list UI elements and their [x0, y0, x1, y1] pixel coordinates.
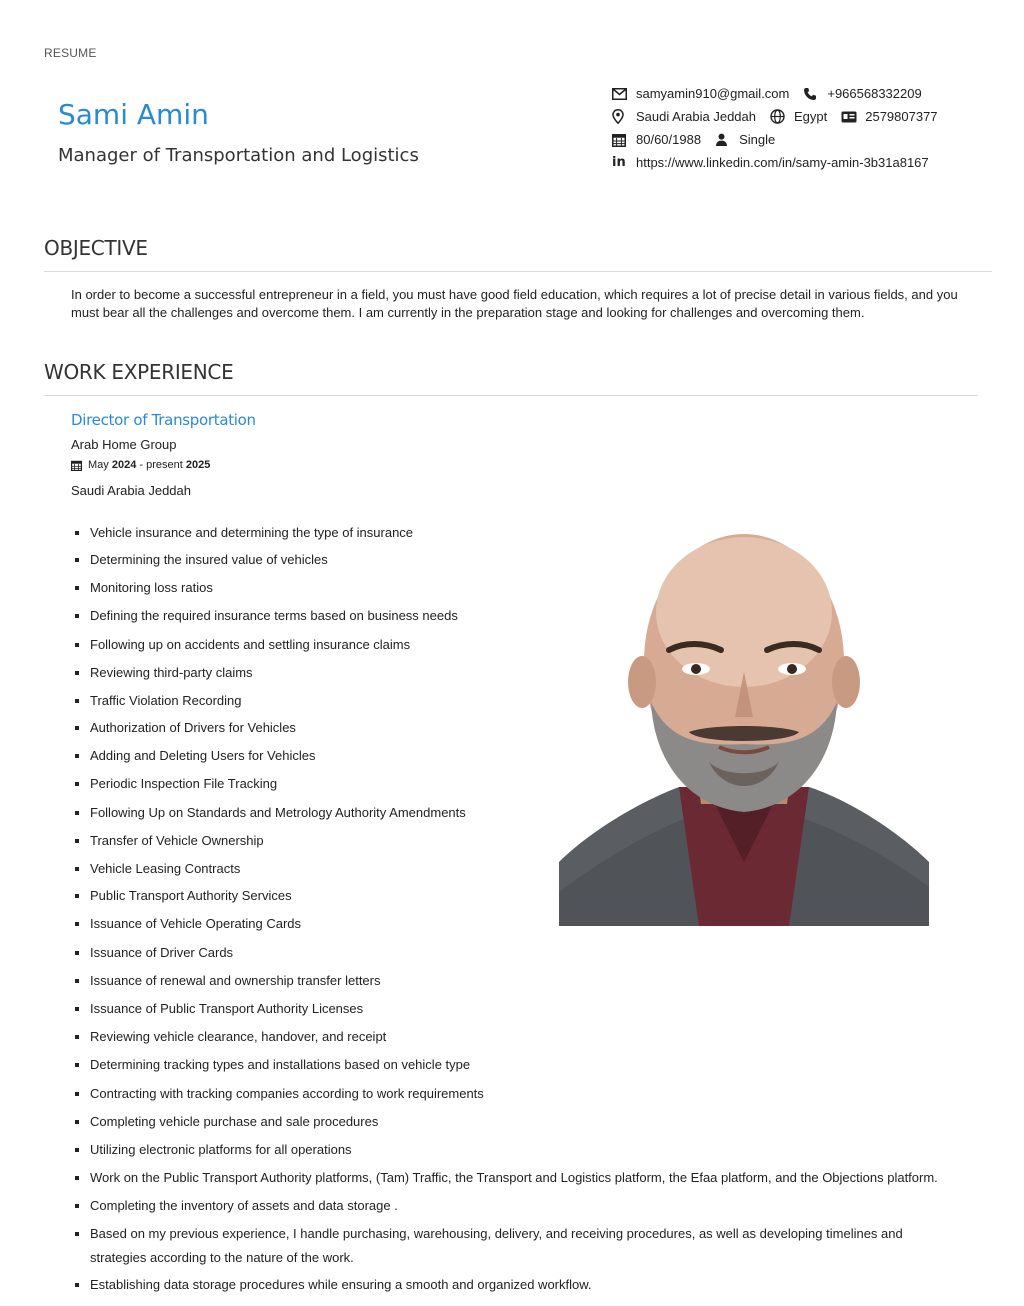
bullet-square-icon	[75, 671, 79, 675]
job-dates	[71, 459, 210, 471]
bullet-square-icon	[75, 951, 79, 955]
bullet-square-icon	[75, 839, 79, 843]
calendar-icon	[71, 460, 82, 471]
map-pin-icon	[612, 109, 630, 125]
bullet-square-icon	[75, 1035, 79, 1039]
bullet-square-icon	[75, 894, 79, 898]
bullet-square-icon	[75, 1283, 79, 1287]
bullet-square-icon	[75, 922, 79, 926]
experience-heading: WORK EXPERIENCE	[44, 360, 234, 384]
bullet-square-icon	[75, 754, 79, 758]
bullet-square-icon	[75, 558, 79, 562]
bullet-square-icon	[75, 614, 79, 618]
list-item: Transfer of Vehicle Ownership	[71, 829, 940, 853]
list-item: Defining the required insurance terms based on business needs	[71, 604, 940, 628]
bullet-square-icon	[75, 1007, 79, 1011]
bullet-square-icon	[75, 726, 79, 730]
bullet-square-icon	[75, 979, 79, 983]
bullet-square-icon	[75, 1063, 79, 1067]
list-item: Following Up on Standards and Metrology Authority Amendments	[71, 801, 940, 825]
job-date-separator: - present	[139, 459, 183, 471]
contact-row-location	[612, 105, 938, 128]
contact-phone[interactable]: +966568332209	[827, 86, 922, 101]
list-item: Utilizing electronic platforms for all operations	[71, 1138, 940, 1162]
calendar-icon	[612, 132, 630, 148]
bullet-square-icon	[75, 782, 79, 786]
list-item: Reviewing third-party claims	[71, 661, 940, 685]
linkedin-icon: in	[612, 155, 626, 170]
bullet-square-icon	[75, 1120, 79, 1124]
contact-row-email-phone	[612, 82, 938, 105]
bullet-square-icon	[75, 1148, 79, 1152]
id-card-icon	[841, 109, 859, 125]
contact-id-number: 2579807377	[865, 109, 938, 124]
list-item: Issuance of renewal and ownership transfer letters	[71, 969, 940, 993]
list-item: Traffic Violation Recording	[71, 689, 940, 713]
phone-icon	[803, 86, 821, 102]
bullet-square-icon	[75, 811, 79, 815]
contact-nationality: Egypt	[793, 109, 828, 124]
job-start-year: 2024	[111, 459, 137, 471]
bullet-square-icon	[75, 531, 79, 535]
list-item: Issuance of Vehicle Operating Cards	[71, 912, 940, 936]
candidate-title: Manager of Transportation and Logistics	[58, 145, 419, 166]
list-item: Completing vehicle purchase and sale procedures	[71, 1110, 940, 1134]
experience-rule	[44, 395, 978, 396]
list-item: Adding and Deleting Users for Vehicles	[71, 744, 940, 768]
objective-heading: OBJECTIVE	[44, 236, 148, 260]
list-item: Periodic Inspection File Tracking	[71, 772, 940, 796]
job-location: Saudi Arabia Jeddah	[71, 483, 191, 498]
envelope-icon	[612, 86, 630, 102]
candidate-name: Sami Amin	[58, 98, 209, 131]
list-item: Public Transport Authority Services	[71, 884, 940, 908]
list-item: Establishing data storage procedures while ensuring a smooth and organized workflow.	[71, 1273, 940, 1297]
bullet-square-icon	[75, 699, 79, 703]
bullet-square-icon	[75, 586, 79, 590]
list-item: Vehicle insurance and determining the type of insurance	[71, 521, 940, 545]
bullet-square-icon	[75, 1204, 79, 1208]
objective-text: In order to become a successful entrepreneur in a field, you must have good field education, which requires a lot of precise detail in various fields, and you must bear all the challenges and overcome them. I am currently in the preparation stage and looking for challenges and overcoming them.	[71, 287, 958, 320]
job-start-month: May	[88, 459, 109, 471]
list-item: Issuance of Driver Cards	[71, 941, 940, 965]
contact-block	[612, 82, 938, 174]
objective-rule	[44, 271, 992, 272]
list-item: Authorization of Drivers for Vehicles	[71, 716, 940, 740]
list-item: Vehicle Leasing Contracts	[71, 857, 940, 881]
contact-marital-status: Single	[739, 132, 776, 147]
contact-birth-date: 80/60/1988	[636, 132, 702, 147]
profile-photo	[559, 532, 929, 926]
job-end-year: 2025	[185, 459, 211, 471]
list-item: Determining tracking types and installations based on vehicle type	[71, 1053, 940, 1077]
list-item: Based on my previous experience, I handle purchasing, warehousing, delivery, and receiving procedures, as well as developing timelines and strategies according to the nature of the work.	[71, 1222, 940, 1270]
contact-row-linkedin	[612, 151, 938, 174]
contact-row-birth	[612, 128, 938, 151]
bullet-square-icon	[75, 1176, 79, 1180]
contact-linkedin[interactable]: https://www.linkedin.com/in/samy-amin-3b31a8167	[636, 155, 929, 170]
contact-location: Saudi Arabia Jeddah	[636, 109, 756, 124]
list-item: Reviewing vehicle clearance, handover, and receipt	[71, 1025, 940, 1049]
globe-icon	[770, 109, 788, 125]
list-item: Work on the Public Transport Authority platforms, (Tam) Traffic, the Transport and Logistics platform, the Efaa platform, and the Objections platform.	[71, 1166, 940, 1190]
list-item: Following up on accidents and settling insurance claims	[71, 633, 940, 657]
list-item: Issuance of Public Transport Authority Licenses	[71, 997, 940, 1021]
job-position: Director of Transportation	[71, 411, 256, 429]
list-item: Monitoring loss ratios	[71, 576, 940, 600]
job-company: Arab Home Group	[71, 437, 177, 452]
person-icon	[715, 132, 733, 148]
list-item: Contracting with tracking companies according to work requirements	[71, 1082, 940, 1106]
bullet-square-icon	[75, 643, 79, 647]
bullet-square-icon	[75, 1092, 79, 1096]
contact-email[interactable]: samyamin910@gmail.com	[636, 86, 790, 101]
bullet-square-icon	[75, 867, 79, 871]
list-item: Determining the insured value of vehicles	[71, 548, 940, 572]
list-item: Completing the inventory of assets and data storage .	[71, 1194, 940, 1218]
resume-label: RESUME	[44, 46, 97, 60]
bullet-square-icon	[75, 1232, 79, 1236]
